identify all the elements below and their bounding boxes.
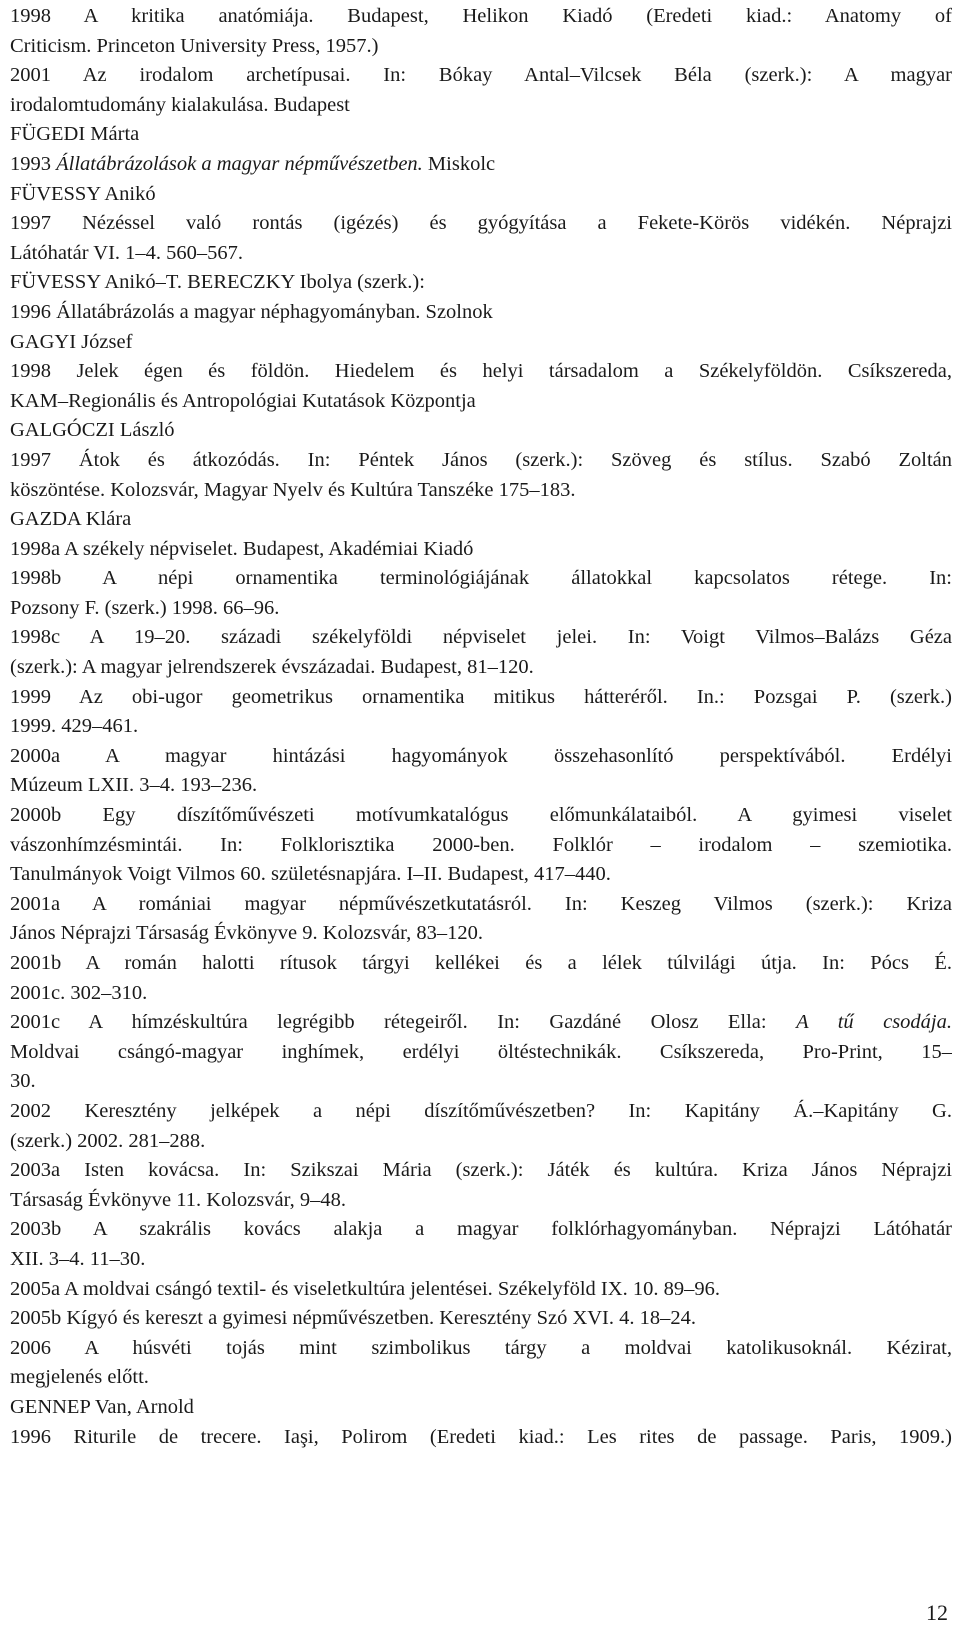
text-line: KAM–Regionális és Antropológiai Kutatások Központja xyxy=(10,389,476,412)
text-line: 1998c A 19–20. századi székelyföldi népviselet jelei. In: Voigt Vilmos–Balázs Géza xyxy=(10,626,952,649)
text-line: GAZDA Klára xyxy=(10,508,132,531)
text-line: Criticism. Princeton University Press, 1957.) xyxy=(10,34,379,57)
text-line: 2000b Egy díszítőművészeti motívumkatalógus előmunkálataiból. A gyimesi viselet xyxy=(10,804,952,827)
text-line: 1998 Jelek égen és földön. Hiedelem és helyi társadalom a Székelyföldön. Csíkszereda, xyxy=(10,360,952,383)
text-line: GALGÓCZI László xyxy=(10,419,175,442)
text-line: Tanulmányok Voigt Vilmos 60. születésnapjára. I–II. Budapest, 417–440. xyxy=(10,863,611,886)
text-line: 1998 A kritika anatómiája. Budapest, Helikon Kiadó (Eredeti kiad.: Anatomy of xyxy=(10,5,952,27)
text-line: 1996 Állatábrázolás a magyar néphagyományban. Szolnok xyxy=(10,300,493,323)
text-line: (szerk.) 2002. 281–288. xyxy=(10,1129,206,1152)
text-line: megjelenés előtt. xyxy=(10,1366,149,1389)
text-line: FÜGEDI Márta xyxy=(10,123,140,146)
text-line: 2001 Az irodalom archetípusai. In: Bókay Antal–Vilcsek Béla (szerk.): A magyar xyxy=(10,64,952,87)
text-line xyxy=(10,1008,952,1038)
text-segment: 2001c A hímzéskultúra legrégibb rétegeiről. In: Gazdáné Olosz Ella: xyxy=(10,1011,797,1034)
text-segment: Miskolc xyxy=(422,152,496,175)
text-line: 1999 Az obi-ugor geometrikus ornamentika mitikus hátteréről. In.: Pozsgai P. (szerk.) xyxy=(10,685,952,708)
text-line: FÜVESSY Anikó–T. BERECZKY Ibolya (szerk.): xyxy=(10,271,425,294)
text-line: 1996 Riturile de trecere. Iaşi, Polirom (Eredeti kiad.: Les rites de passage. Paris, 1909.) xyxy=(10,1425,952,1448)
text-line: Pozsony F. (szerk.) 1998. 66–96. xyxy=(10,596,280,619)
text-line: János Néprajzi Társaság Évkönyve 9. Kolozsvár, 83–120. xyxy=(10,922,484,945)
text-line: Moldvai csángó-magyar inghímek, erdélyi öltéstechnikák. Csíkszereda, Pro-Print, 15– xyxy=(10,1040,952,1063)
text-line: 2006 A húsvéti tojás mint szimbolikus tárgy a moldvai katolikusoknál. Kézirat, xyxy=(10,1336,952,1359)
text-line: 30. xyxy=(10,1070,36,1093)
text-line: Látóhatár VI. 1–4. 560–567. xyxy=(10,241,244,264)
text-line: Múzeum LXII. 3–4. 193–236. xyxy=(10,774,258,797)
text-line: 2005b Kígyó és kereszt a gyimesi népművészetben. Keresztény Szó XVI. 4. 18–24. xyxy=(10,1307,697,1330)
text-line: 2005a A moldvai csángó textil- és viseletkultúra jelentései. Székelyföld IX. 10. 89–96. xyxy=(10,1277,720,1300)
text-line: 1998b A népi ornamentika terminológiájának állatokkal kapcsolatos rétege. In: xyxy=(10,567,952,590)
text-line: 1997 Átok és átkozódás. In: Péntek János (szerk.): Szöveg és stílus. Szabó Zoltán xyxy=(10,448,952,471)
text-line: 2002 Keresztény jelképek a népi díszítőművészetben? In: Kapitány Á.–Kapitány G. xyxy=(10,1099,952,1122)
text-line xyxy=(10,150,952,180)
text-line: GENNEP Van, Arnold xyxy=(10,1395,194,1418)
text-line: irodalomtudomány kialakulása. Budapest xyxy=(10,93,350,116)
text-line: 1997 Nézéssel való rontás (igézés) és gyógyítása a Fekete-Körös vidékén. Néprajzi xyxy=(10,212,952,235)
text-line: (szerk.): A magyar jelrendszerek évszázadai. Budapest, 81–120. xyxy=(10,656,534,679)
text-line: FÜVESSY Anikó xyxy=(10,182,156,205)
text-line: 2001a A romániai magyar népművészetkutatásról. In: Keszeg Vilmos (szerk.): Kriza xyxy=(10,892,952,915)
text-segment: 1993 xyxy=(10,152,57,175)
text-line: 2001c. 302–310. xyxy=(10,981,148,1004)
italic-title: Állatábrázolások a magyar népművészetben. xyxy=(56,152,423,175)
text-line: 2003b A szakrális kovács alakja a magyar folklórhagyományban. Néprajzi Látóhatár xyxy=(10,1218,952,1241)
text-line: GAGYI József xyxy=(10,330,133,353)
italic-title: A tű csodája. xyxy=(796,1011,952,1034)
text-line: vászonhímzésmintái. In: Folklorisztika 2000-ben. Folklór – irodalom – szemiotika. xyxy=(10,833,952,856)
text-line: 2003a Isten kovácsa. In: Szikszai Mária (szerk.): Játék és kultúra. Kriza János Néprajzi xyxy=(10,1159,952,1182)
bibliography-text xyxy=(10,2,952,1452)
text-line: XII. 3–4. 11–30. xyxy=(10,1247,146,1270)
text-line: 2001b A román halotti rítusok tárgyi kellékei és a lélek túlvilági útja. In: Pócs É. xyxy=(10,952,952,974)
text-line: Társaság Évkönyve 11. Kolozsvár, 9–48. xyxy=(10,1188,347,1211)
page-number: 12 xyxy=(926,1600,948,1625)
text-line: 1999. 429–461. xyxy=(10,715,139,738)
text-line: 2000a A magyar hintázási hagyományok összehasonlító perspektívából. Erdélyi xyxy=(10,744,952,767)
text-line: köszöntése. Kolozsvár, Magyar Nyelv és Kultúra Tanszéke 175–183. xyxy=(10,478,576,501)
text-line: 1998a A székely népviselet. Budapest, Akadémiai Kiadó xyxy=(10,537,474,560)
